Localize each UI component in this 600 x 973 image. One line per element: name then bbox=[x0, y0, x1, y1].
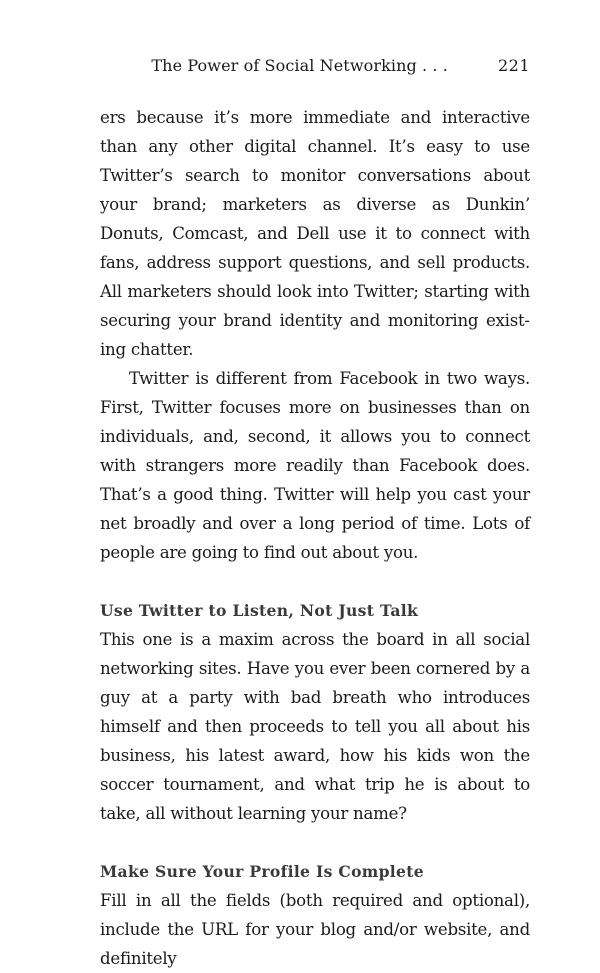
paragraph-continued: ers because it’s more immediate and interactive than any other digital channel. It’s easy to use Twitter’s search to monitor conversations about your brand; marketers as diverse as Dunkin’ Donuts, Comcast, and Dell use it to connect with fans, address support questions, and sell products. All marketers should look into Twitter; starting with securing your brand identity and monitoring existing chatter. bbox=[100, 108, 530, 359]
running-title: The Power of Social Networking . . . bbox=[151, 56, 448, 75]
body-text bbox=[100, 103, 530, 973]
running-head bbox=[100, 56, 530, 80]
paragraph-listen: This one is a maxim across the board in all social networking sites. Have you ever been cornered by a guy at a party with bad breath who introduces himself and then proceeds to tell you all about his business, his latest award, how his kids won the soccer tournament, and what trip he is about to take, all without learning your name? bbox=[100, 630, 530, 823]
section-spacer bbox=[100, 828, 530, 857]
section-heading-listen: Use Twitter to Listen, Not Just Talk bbox=[100, 601, 419, 620]
paragraph-twitter-vs-facebook: Twitter is different from Facebook in two ways. First, Twitter focuses more on businesses than on individuals, and, second, it allows you to connect with strangers more readily than Facebook does. That’s a good thing. Twitter will help you cast your net broadly and over a long period of time. Lots of people are going to find out about you. bbox=[100, 369, 530, 562]
section-spacer bbox=[100, 567, 530, 596]
paragraph-profile: Fill in all the fields (both required and optional), include the URL for your blog and/or website, and definitely bbox=[100, 891, 530, 968]
page-number: 221 bbox=[497, 56, 530, 75]
section-heading-profile: Make Sure Your Profile Is Complete bbox=[100, 862, 424, 881]
